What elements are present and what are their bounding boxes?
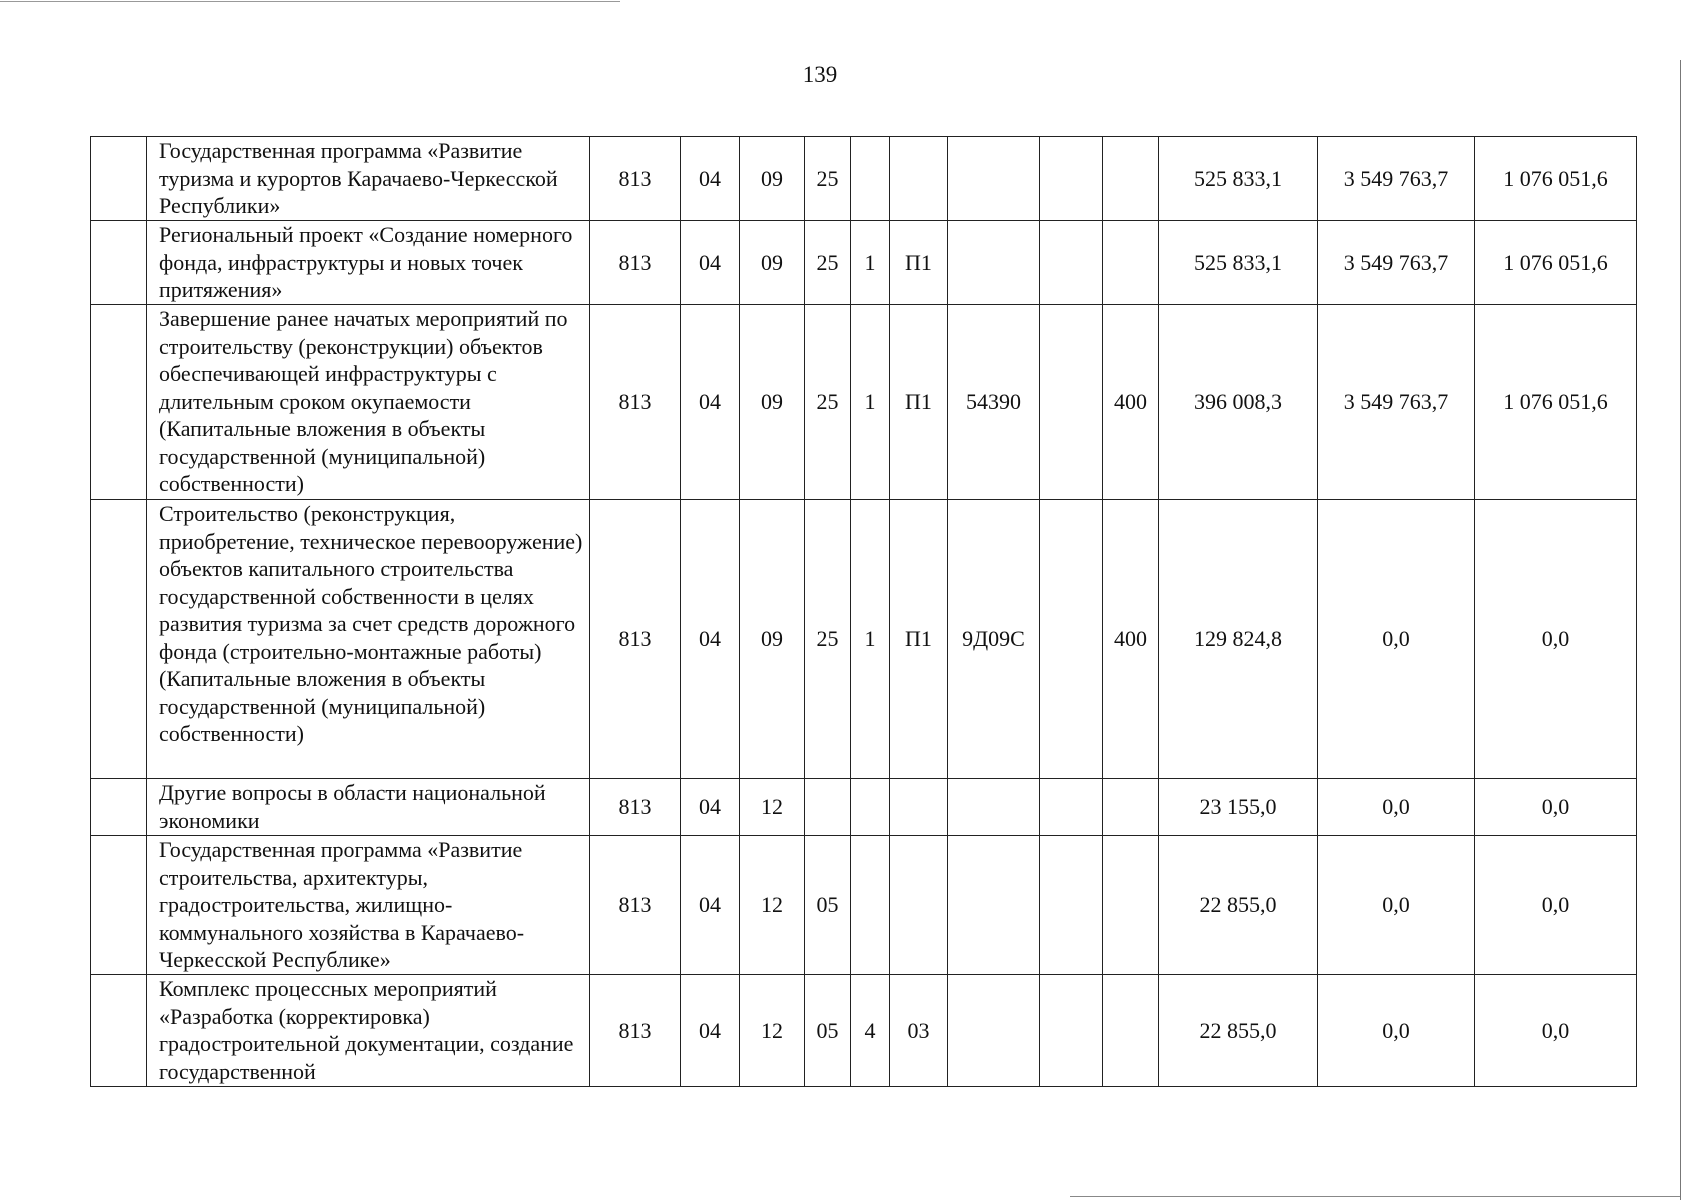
extra-cell bbox=[1040, 500, 1103, 779]
direction-cell bbox=[948, 779, 1040, 836]
expense-type-cell bbox=[1103, 221, 1159, 305]
direction-cell: 54390 bbox=[948, 305, 1040, 500]
program-cell: 25 bbox=[805, 137, 851, 221]
table-row bbox=[91, 137, 1637, 221]
code-cell: 813 bbox=[590, 500, 681, 779]
project-cell: П1 bbox=[890, 305, 948, 500]
direction-cell bbox=[948, 975, 1040, 1087]
blank-cell bbox=[91, 221, 147, 305]
code-cell: 813 bbox=[590, 221, 681, 305]
amount-cell: 525 833,1 bbox=[1159, 137, 1318, 221]
direction-cell bbox=[948, 221, 1040, 305]
table-row bbox=[91, 221, 1637, 305]
amount-cell: 3 549 763,7 bbox=[1318, 137, 1475, 221]
program-cell: 25 bbox=[805, 500, 851, 779]
page-number: 139 bbox=[802, 62, 838, 87]
row-name: Государственная программа «Развитие туризма и курортов Карачаево-Черкесской Республики» bbox=[147, 137, 590, 221]
amount-cell: 22 855,0 bbox=[1159, 836, 1318, 975]
expense-type-cell bbox=[1103, 836, 1159, 975]
section-cell: 04 bbox=[681, 221, 740, 305]
program-cell: 05 bbox=[805, 975, 851, 1087]
amount-cell: 1 076 051,6 bbox=[1475, 137, 1637, 221]
amount-cell: 129 824,8 bbox=[1159, 500, 1318, 779]
blank-cell bbox=[91, 779, 147, 836]
type-cell: 1 bbox=[851, 221, 890, 305]
row-name: Государственная программа «Развитие строительства, архитектуры, градостроительства, жилищно-коммунального хозяйства в Карачаево-Черкесской Республике» bbox=[147, 836, 590, 975]
program-cell: 05 bbox=[805, 836, 851, 975]
amount-cell: 0,0 bbox=[1475, 779, 1637, 836]
row-name: Региональный проект «Создание номерного фонда, инфраструктуры и новых точек притяжения» bbox=[147, 221, 590, 305]
row-name: Завершение ранее начатых мероприятий по строительству (реконструкции) объектов обеспечивающей инфраструктуры с длительным сроком окупаемости (Капитальные вложения в объекты государственной (муниципальной) собственности) bbox=[147, 305, 590, 500]
expense-type-cell: 400 bbox=[1103, 305, 1159, 500]
amount-cell: 1 076 051,6 bbox=[1475, 305, 1637, 500]
extra-cell bbox=[1040, 975, 1103, 1087]
amount-cell: 3 549 763,7 bbox=[1318, 305, 1475, 500]
section-cell: 04 bbox=[681, 500, 740, 779]
type-cell bbox=[851, 137, 890, 221]
blank-cell bbox=[91, 305, 147, 500]
amount-cell: 0,0 bbox=[1475, 975, 1637, 1087]
project-cell bbox=[890, 836, 948, 975]
code-cell: 813 bbox=[590, 975, 681, 1087]
amount-cell: 23 155,0 bbox=[1159, 779, 1318, 836]
table-row bbox=[91, 975, 1637, 1087]
extra-cell bbox=[1040, 305, 1103, 500]
amount-cell: 0,0 bbox=[1318, 779, 1475, 836]
type-cell: 1 bbox=[851, 500, 890, 779]
expense-type-cell bbox=[1103, 779, 1159, 836]
type-cell bbox=[851, 779, 890, 836]
amount-cell: 0,0 bbox=[1318, 836, 1475, 975]
amount-cell: 0,0 bbox=[1475, 836, 1637, 975]
amount-cell: 1 076 051,6 bbox=[1475, 221, 1637, 305]
type-cell bbox=[851, 836, 890, 975]
project-cell bbox=[890, 137, 948, 221]
blank-cell bbox=[91, 137, 147, 221]
table-row bbox=[91, 779, 1637, 836]
program-cell bbox=[805, 779, 851, 836]
project-cell: 03 bbox=[890, 975, 948, 1087]
direction-cell bbox=[948, 137, 1040, 221]
row-name: Строительство (реконструкция, приобретение, техническое перевооружение) объектов капитального строительства государственной собственности в целях развития туризма за счет средств дорожного фонда (строительно-монтажные работы) (Капитальные вложения в объекты государственной (муниципальной) собственности) bbox=[147, 500, 590, 779]
subsection-cell: 12 bbox=[740, 836, 805, 975]
row-name: Комплекс процессных мероприятий «Разработка (корректировка) градостроительной документации, создание государственной bbox=[147, 975, 590, 1087]
type-cell: 1 bbox=[851, 305, 890, 500]
table-row bbox=[91, 305, 1637, 500]
extra-cell bbox=[1040, 137, 1103, 221]
scan-edge-line bbox=[1070, 1196, 1680, 1197]
extra-cell bbox=[1040, 221, 1103, 305]
extra-cell bbox=[1040, 779, 1103, 836]
amount-cell: 0,0 bbox=[1318, 500, 1475, 779]
amount-cell: 0,0 bbox=[1318, 975, 1475, 1087]
type-cell: 4 bbox=[851, 975, 890, 1087]
code-cell: 813 bbox=[590, 305, 681, 500]
code-cell: 813 bbox=[590, 137, 681, 221]
program-cell: 25 bbox=[805, 221, 851, 305]
table-row bbox=[91, 836, 1637, 975]
amount-cell: 396 008,3 bbox=[1159, 305, 1318, 500]
code-cell: 813 bbox=[590, 779, 681, 836]
project-cell: П1 bbox=[890, 221, 948, 305]
scan-edge-line bbox=[1680, 60, 1681, 1200]
section-cell: 04 bbox=[681, 836, 740, 975]
direction-cell bbox=[948, 836, 1040, 975]
scan-edge-line bbox=[0, 1, 620, 2]
code-cell: 813 bbox=[590, 836, 681, 975]
section-cell: 04 bbox=[681, 779, 740, 836]
program-cell: 25 bbox=[805, 305, 851, 500]
section-cell: 04 bbox=[681, 975, 740, 1087]
extra-cell bbox=[1040, 836, 1103, 975]
section-cell: 04 bbox=[681, 137, 740, 221]
table-row bbox=[91, 500, 1637, 779]
blank-cell bbox=[91, 500, 147, 779]
section-cell: 04 bbox=[681, 305, 740, 500]
blank-cell bbox=[91, 975, 147, 1087]
subsection-cell: 12 bbox=[740, 779, 805, 836]
amount-cell: 3 549 763,7 bbox=[1318, 221, 1475, 305]
expense-type-cell: 400 bbox=[1103, 500, 1159, 779]
amount-cell: 525 833,1 bbox=[1159, 221, 1318, 305]
subsection-cell: 09 bbox=[740, 305, 805, 500]
direction-cell: 9Д09С bbox=[948, 500, 1040, 779]
project-cell: П1 bbox=[890, 500, 948, 779]
expense-type-cell bbox=[1103, 975, 1159, 1087]
subsection-cell: 09 bbox=[740, 221, 805, 305]
subsection-cell: 12 bbox=[740, 975, 805, 1087]
subsection-cell: 09 bbox=[740, 137, 805, 221]
blank-cell bbox=[91, 836, 147, 975]
amount-cell: 22 855,0 bbox=[1159, 975, 1318, 1087]
subsection-cell: 09 bbox=[740, 500, 805, 779]
expense-type-cell bbox=[1103, 137, 1159, 221]
budget-table bbox=[90, 136, 1637, 1087]
row-name: Другие вопросы в области национальной экономики bbox=[147, 779, 590, 836]
project-cell bbox=[890, 779, 948, 836]
amount-cell: 0,0 bbox=[1475, 500, 1637, 779]
